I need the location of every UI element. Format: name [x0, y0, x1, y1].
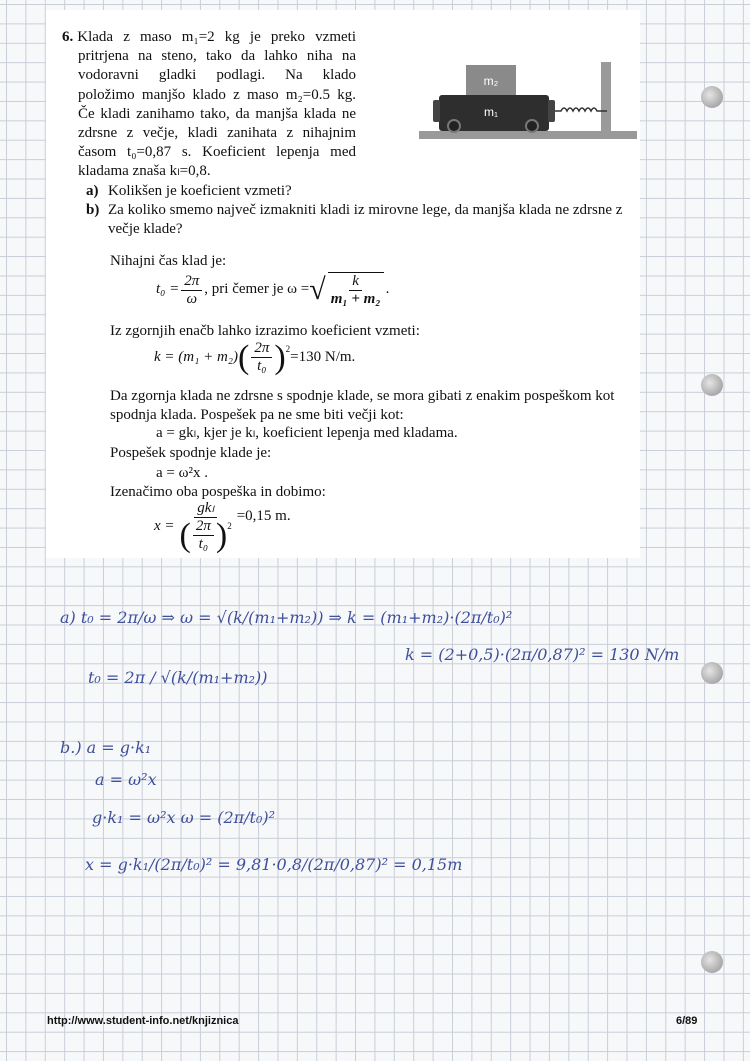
question-label: a) — [86, 183, 99, 199]
solution-sentence: Izenačimo oba pospeška in dobimo: — [110, 484, 326, 500]
formula-displacement: x = gkₗ ( $\frac{2\pi}{\text{t₀}}$ ) $^2$ =0,15 m. — [154, 500, 291, 554]
handwritten-line: b.) a = g·k₁ — [60, 738, 152, 757]
problem-number: 6. — [62, 29, 74, 45]
m1-label: m₁ — [483, 105, 499, 119]
page-number: 6/89 — [676, 1015, 698, 1027]
m2-label: m₂ — [483, 74, 499, 88]
bumper — [548, 100, 555, 122]
handwritten-line: t₀ = 2π / √(k/(m₁+m₂)) — [88, 668, 268, 687]
wheel — [448, 120, 460, 132]
formula-spring-constant: k = (m₁ + m₂) ( $\frac{2\pi}{\text{t₀}}$ ) $^2$ =130 N/m. — [154, 338, 356, 376]
wall — [601, 62, 611, 134]
spring-mass-figure — [419, 60, 639, 150]
handwritten-line: a = ω²x — [95, 770, 157, 789]
questions — [86, 182, 626, 240]
handwritten-line: a) t₀ = 2π/ω ⇒ ω = √(k/(m₁+m₂)) ⇒ k = (m₁+m₂)·(2π/t₀)² — [60, 608, 513, 627]
bumper — [433, 100, 440, 122]
printed-problem-sheet — [46, 10, 640, 558]
solution-sentence: Pospešek spodnje klade je: — [110, 445, 272, 461]
question-label: b) — [86, 202, 100, 219]
solution-sentence: Iz zgornjih enačb lahko izrazimo koeficient vzmeti: — [110, 323, 420, 339]
handwritten-line: k = (2+0,5)·(2π/0,87)² = 130 N/m — [405, 645, 680, 664]
problem-line: Če kladi zanihamo tako, da manjša klada ne — [78, 105, 356, 122]
punch-hole — [701, 662, 723, 684]
handwritten-line: g·k₁ = ω²x ω = (2π/t₀)² — [92, 808, 276, 827]
problem-line: pritrjena na steno, tako da lahko niha na — [78, 48, 356, 65]
solution-sentence: Nihajni čas klad je: — [110, 253, 227, 269]
formula-accel: a = ω²x . — [156, 465, 208, 481]
formula-friction-accel: a = gkₗ, kjer je kₗ, koeficient lepenja med kladama. — [156, 425, 458, 441]
problem-line: zdrsne z večje, kladi zanihata z nihajnim — [78, 125, 356, 142]
punch-hole — [701, 951, 723, 973]
problem-line: časom t₀=0,87 s. Koeficient lepenja med — [78, 144, 356, 161]
problem-line: Klada z maso m₁=2 kg je preko vzmeti — [77, 29, 356, 45]
handwritten-line: x = g·k₁/(2π/t₀)² = 9,81·0,8/(2π/0,87)² = 0,15m — [85, 855, 463, 874]
punch-hole — [701, 86, 723, 108]
question-text: Kolikšen je koeficient vzmeti? — [108, 183, 292, 199]
spring — [555, 108, 607, 111]
question-text: Za koliko smemo največ izmakniti kladi iz mirovne lege, da manjša klada ne zdrsne z večje klade? — [108, 202, 623, 238]
formula-period: t₀ = $\frac{2\pi}{\omega}$ , pri čemer je ω = √ $\frac{k}{\text{m₁ + m₂}}$ . — [156, 272, 390, 307]
wheel — [526, 120, 538, 132]
problem-line: vodoravni gladki podlagi. Na klado — [78, 67, 356, 84]
solution-sentence: Da zgornja klada ne zdrsne s spodnje klade, se mora gibati z enakim pospeškom kot spodnja klada. Pospešek pa ne sme biti večji kot: — [110, 388, 615, 424]
punch-hole — [701, 374, 723, 396]
footer-url[interactable]: http://www.student-info.net/knjiznica — [47, 1015, 239, 1027]
problem-line: kladama znaša kₗ=0,8. — [78, 163, 211, 180]
problem-line: položimo manjšo klado z maso m₂=0.5 kg. — [78, 86, 356, 103]
problem-text — [62, 28, 356, 182]
